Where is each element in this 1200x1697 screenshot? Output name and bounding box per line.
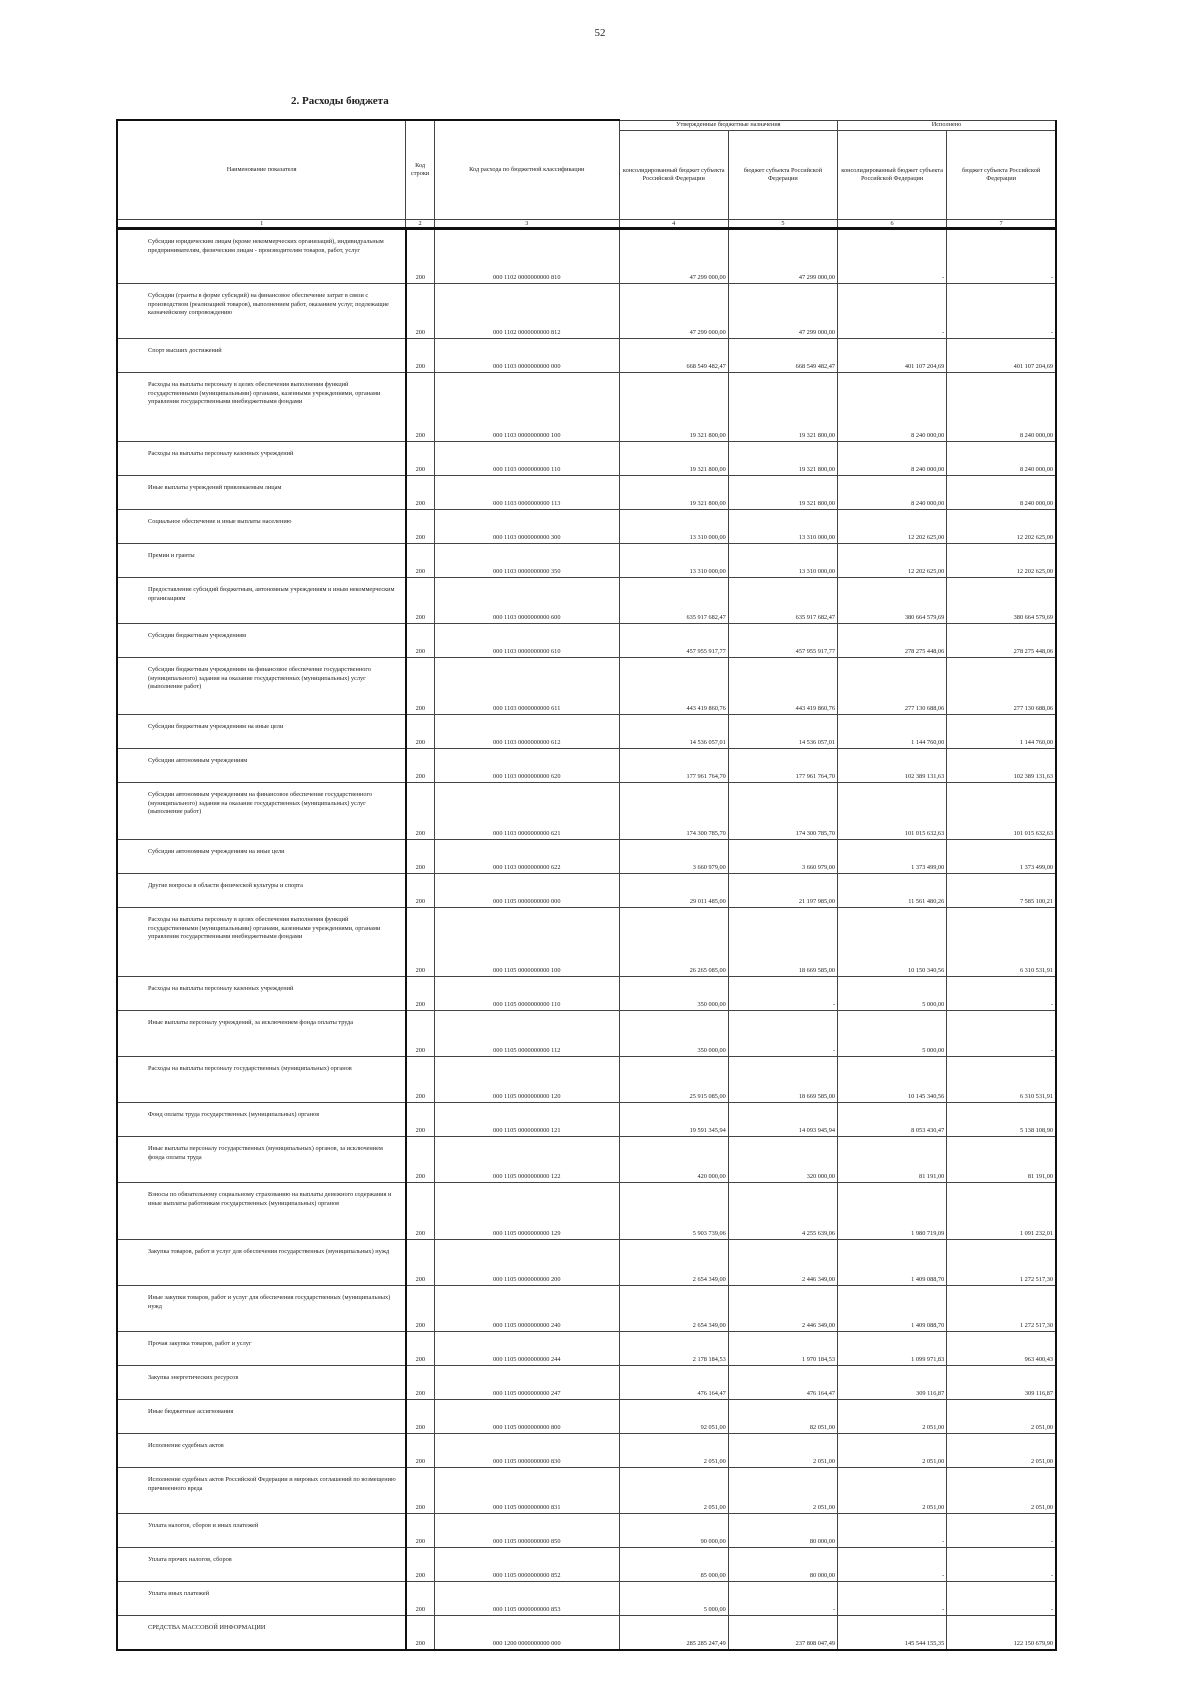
row-name: Закупка товаров, работ и услуг для обеспечения государственных (муниципальных) нужд	[117, 1240, 406, 1286]
row-name: Фонд оплаты труда государственных (муниципальных) органов	[117, 1103, 406, 1137]
row-approved-subject: 21 197 985,00	[728, 874, 837, 908]
row-approved-subject: 19 321 800,00	[728, 476, 837, 510]
row-executed-subject: 277 130 688,06	[947, 658, 1056, 715]
row-executed-subject: 380 664 579,69	[947, 578, 1056, 624]
row-approved-consolidated: 285 285 247,49	[619, 1616, 728, 1650]
row-name: Предоставление субсидий бюджетным, автономным учреждениям и иным некоммерческим организациям	[117, 578, 406, 624]
row-executed-consolidated: 1 409 088,70	[838, 1240, 947, 1286]
row-approved-consolidated: 350 000,00	[619, 1011, 728, 1057]
row-approved-subject: 13 310 000,00	[728, 544, 837, 578]
column-number: 3	[434, 219, 619, 229]
table-row	[117, 658, 1056, 715]
row-executed-consolidated: 8 240 000,00	[838, 476, 947, 510]
row-approved-subject: -	[728, 1011, 837, 1057]
row-executed-subject: 401 107 204,69	[947, 339, 1056, 373]
row-executed-consolidated: 5 000,00	[838, 977, 947, 1011]
row-line-code: 200	[406, 1240, 435, 1286]
row-budget-code: 000 1103 0000000000 113	[434, 476, 619, 510]
row-budget-code: 000 1105 0000000000 110	[434, 977, 619, 1011]
row-line-code: 200	[406, 442, 435, 476]
table-row	[117, 840, 1056, 874]
row-executed-subject: 2 051,00	[947, 1434, 1056, 1468]
row-approved-consolidated: 19 321 800,00	[619, 476, 728, 510]
page-number: 52	[594, 27, 606, 39]
row-approved-consolidated: 47 299 000,00	[619, 229, 728, 284]
row-approved-consolidated: 25 915 085,00	[619, 1057, 728, 1103]
row-approved-subject: 80 000,00	[728, 1548, 837, 1582]
row-approved-consolidated: 2 654 349,00	[619, 1240, 728, 1286]
row-approved-subject: 443 419 860,76	[728, 658, 837, 715]
row-executed-consolidated: 1 409 088,70	[838, 1286, 947, 1332]
table-row	[117, 977, 1056, 1011]
row-name: Исполнение судебных актов Российской Федерации и мировых соглашений по возмещению причиненного вреда	[117, 1468, 406, 1514]
row-approved-subject: -	[728, 1582, 837, 1616]
column-number: 5	[728, 219, 837, 229]
row-approved-subject: 14 093 945,94	[728, 1103, 837, 1137]
table-row	[117, 1011, 1056, 1057]
header-approved-group: Утвержденные бюджетные назначения	[619, 120, 837, 130]
row-executed-subject: 81 191,00	[947, 1137, 1056, 1183]
expenses-table	[116, 119, 1057, 1651]
row-approved-consolidated: 47 299 000,00	[619, 284, 728, 339]
row-approved-consolidated: 5 903 739,06	[619, 1183, 728, 1240]
row-executed-consolidated: 81 191,00	[838, 1137, 947, 1183]
row-name: Субсидии бюджетным учреждениям	[117, 624, 406, 658]
row-line-code: 200	[406, 874, 435, 908]
row-line-code: 200	[406, 1616, 435, 1650]
row-executed-consolidated: 2 051,00	[838, 1434, 947, 1468]
row-executed-consolidated: 2 051,00	[838, 1468, 947, 1514]
row-executed-consolidated: 8 240 000,00	[838, 442, 947, 476]
row-name: Расходы на выплаты персоналу казенных учреждений	[117, 442, 406, 476]
row-executed-subject: 2 051,00	[947, 1400, 1056, 1434]
row-name: Иные закупки товаров, работ и услуг для обеспечения государственных (муниципальных) нужд	[117, 1286, 406, 1332]
row-approved-subject: 668 549 482,47	[728, 339, 837, 373]
row-name: Субсидии бюджетным учреждениям на иные цели	[117, 715, 406, 749]
row-name: Расходы на выплаты персоналу в целях обеспечения выполнения функций государственными (муниципальными) органами, казенными учреждениями, органами управления государственными внебюджетными фондами	[117, 373, 406, 442]
table-row	[117, 783, 1056, 840]
row-budget-code: 000 1105 0000000000 112	[434, 1011, 619, 1057]
row-approved-consolidated: 476 164,47	[619, 1366, 728, 1400]
row-budget-code: 000 1105 0000000000 244	[434, 1332, 619, 1366]
row-executed-consolidated: 1 144 760,00	[838, 715, 947, 749]
table-row	[117, 578, 1056, 624]
table-row	[117, 1332, 1056, 1366]
row-approved-consolidated: 2 178 184,53	[619, 1332, 728, 1366]
row-approved-consolidated: 174 300 785,70	[619, 783, 728, 840]
table-row	[117, 1434, 1056, 1468]
row-budget-code: 000 1103 0000000000 000	[434, 339, 619, 373]
row-executed-subject: 7 585 100,21	[947, 874, 1056, 908]
row-executed-subject: 122 150 679,90	[947, 1616, 1056, 1650]
row-approved-subject: 457 955 917,77	[728, 624, 837, 658]
row-line-code: 200	[406, 840, 435, 874]
row-line-code: 200	[406, 1400, 435, 1434]
row-line-code: 200	[406, 510, 435, 544]
row-approved-subject: 2 446 349,00	[728, 1286, 837, 1332]
table-row	[117, 284, 1056, 339]
row-approved-consolidated: 13 310 000,00	[619, 510, 728, 544]
row-budget-code: 000 1103 0000000000 622	[434, 840, 619, 874]
header-executed-group: Исполнено	[838, 120, 1056, 130]
row-name: Субсидии автономным учреждениям	[117, 749, 406, 783]
row-executed-subject: 8 240 000,00	[947, 442, 1056, 476]
row-approved-subject: 237 808 047,49	[728, 1616, 837, 1650]
row-approved-consolidated: 90 000,00	[619, 1514, 728, 1548]
column-number: 2	[406, 219, 435, 229]
row-executed-subject: 5 138 108,90	[947, 1103, 1056, 1137]
row-budget-code: 000 1103 0000000000 100	[434, 373, 619, 442]
row-executed-subject: -	[947, 977, 1056, 1011]
column-number: 6	[838, 219, 947, 229]
row-line-code: 200	[406, 1011, 435, 1057]
row-budget-code: 000 1105 0000000000 240	[434, 1286, 619, 1332]
column-number: 1	[117, 219, 406, 229]
row-executed-consolidated: 102 389 131,63	[838, 749, 947, 783]
row-approved-consolidated: 19 591 345,94	[619, 1103, 728, 1137]
row-line-code: 200	[406, 1582, 435, 1616]
row-budget-code: 000 1103 0000000000 350	[434, 544, 619, 578]
row-executed-consolidated: 5 000,00	[838, 1011, 947, 1057]
row-line-code: 200	[406, 1057, 435, 1103]
row-line-code: 200	[406, 476, 435, 510]
table-row	[117, 1366, 1056, 1400]
row-line-code: 200	[406, 229, 435, 284]
row-executed-consolidated: 401 107 204,69	[838, 339, 947, 373]
row-approved-subject: 3 660 979,00	[728, 840, 837, 874]
row-executed-subject: 6 310 531,91	[947, 1057, 1056, 1103]
row-budget-code: 000 1105 0000000000 129	[434, 1183, 619, 1240]
row-name: Иные выплаты персоналу государственных (муниципальных) органов, за исключением фонда оплаты труда	[117, 1137, 406, 1183]
row-executed-consolidated: 10 145 340,56	[838, 1057, 947, 1103]
row-budget-code: 000 1105 0000000000 850	[434, 1514, 619, 1548]
section-title: 2. Расходы бюджета	[291, 95, 389, 107]
row-name: Премии и гранты	[117, 544, 406, 578]
row-executed-subject: 1 144 760,00	[947, 715, 1056, 749]
row-approved-consolidated: 5 000,00	[619, 1582, 728, 1616]
row-line-code: 200	[406, 1468, 435, 1514]
row-budget-code: 000 1105 0000000000 122	[434, 1137, 619, 1183]
row-name: Другие вопросы в области физической культуры и спорта	[117, 874, 406, 908]
row-approved-consolidated: 19 321 800,00	[619, 373, 728, 442]
row-line-code: 200	[406, 749, 435, 783]
row-approved-subject: 635 917 682,47	[728, 578, 837, 624]
row-budget-code: 000 1103 0000000000 612	[434, 715, 619, 749]
row-executed-consolidated: 1 373 499,00	[838, 840, 947, 874]
row-line-code: 200	[406, 658, 435, 715]
row-approved-consolidated: 14 536 057,01	[619, 715, 728, 749]
row-line-code: 200	[406, 1366, 435, 1400]
row-line-code: 200	[406, 1183, 435, 1240]
row-approved-consolidated: 26 265 085,00	[619, 908, 728, 977]
table-row	[117, 624, 1056, 658]
table-row	[117, 1616, 1056, 1650]
row-budget-code: 000 1105 0000000000 831	[434, 1468, 619, 1514]
row-executed-consolidated: 380 664 579,69	[838, 578, 947, 624]
column-number: 7	[947, 219, 1056, 229]
row-name: СРЕДСТВА МАССОВОЙ ИНФОРМАЦИИ	[117, 1616, 406, 1650]
row-line-code: 200	[406, 373, 435, 442]
row-executed-subject: 6 310 531,91	[947, 908, 1056, 977]
row-budget-code: 000 1105 0000000000 120	[434, 1057, 619, 1103]
table-row	[117, 1057, 1056, 1103]
row-executed-subject: -	[947, 1548, 1056, 1582]
row-executed-subject: 12 202 625,00	[947, 544, 1056, 578]
header-executed-subject: бюджет субъекта Российской Федерации	[947, 130, 1056, 219]
row-executed-subject: -	[947, 1582, 1056, 1616]
row-budget-code: 000 1105 0000000000 852	[434, 1548, 619, 1582]
row-name: Субсидии автономным учреждениям на финансовое обеспечение государственного (муниципального) задания на оказание государственных (муниципальных) услуг (выполнение работ)	[117, 783, 406, 840]
table-row	[117, 1286, 1056, 1332]
row-approved-subject: 2 051,00	[728, 1434, 837, 1468]
row-approved-subject: 14 536 057,01	[728, 715, 837, 749]
row-budget-code: 000 1105 0000000000 853	[434, 1582, 619, 1616]
table-row	[117, 544, 1056, 578]
row-executed-subject: 101 015 632,63	[947, 783, 1056, 840]
row-name: Прочая закупка товаров, работ и услуг	[117, 1332, 406, 1366]
row-approved-subject: 47 299 000,00	[728, 229, 837, 284]
row-approved-consolidated: 2 051,00	[619, 1434, 728, 1468]
row-budget-code: 000 1103 0000000000 110	[434, 442, 619, 476]
row-name: Уплата прочих налогов, сборов	[117, 1548, 406, 1582]
row-approved-consolidated: 92 051,00	[619, 1400, 728, 1434]
row-approved-consolidated: 13 310 000,00	[619, 544, 728, 578]
row-executed-subject: 1 272 517,30	[947, 1286, 1056, 1332]
row-executed-consolidated: 8 240 000,00	[838, 373, 947, 442]
row-executed-subject: -	[947, 1514, 1056, 1548]
row-approved-consolidated: 2 051,00	[619, 1468, 728, 1514]
row-executed-subject: 102 389 131,63	[947, 749, 1056, 783]
row-executed-consolidated: -	[838, 229, 947, 284]
table-row	[117, 510, 1056, 544]
row-executed-subject: 12 202 625,00	[947, 510, 1056, 544]
row-budget-code: 000 1105 0000000000 800	[434, 1400, 619, 1434]
header-executed-consolidated: консолидированный бюджет субъекта Российской Федерации	[838, 130, 947, 219]
row-line-code: 200	[406, 783, 435, 840]
row-approved-subject: 18 669 585,00	[728, 1057, 837, 1103]
row-approved-consolidated: 19 321 800,00	[619, 442, 728, 476]
table-row	[117, 373, 1056, 442]
row-executed-consolidated: -	[838, 1582, 947, 1616]
row-approved-subject: 47 299 000,00	[728, 284, 837, 339]
row-line-code: 200	[406, 1332, 435, 1366]
row-approved-consolidated: 350 000,00	[619, 977, 728, 1011]
row-approved-consolidated: 420 000,00	[619, 1137, 728, 1183]
row-approved-subject: 174 300 785,70	[728, 783, 837, 840]
row-executed-subject: 2 051,00	[947, 1468, 1056, 1514]
row-approved-subject: 2 446 349,00	[728, 1240, 837, 1286]
row-name: Социальное обеспечение и иные выплаты населению	[117, 510, 406, 544]
row-name: Исполнение судебных актов	[117, 1434, 406, 1468]
row-name: Иные выплаты учреждений привлекаемым лицам	[117, 476, 406, 510]
row-executed-consolidated: 277 130 688,06	[838, 658, 947, 715]
row-budget-code: 000 1105 0000000000 830	[434, 1434, 619, 1468]
row-executed-consolidated: 145 544 155,35	[838, 1616, 947, 1650]
table-row	[117, 1400, 1056, 1434]
row-line-code: 200	[406, 1286, 435, 1332]
row-executed-consolidated: 1 980 719,09	[838, 1183, 947, 1240]
row-executed-consolidated: 8 053 430,47	[838, 1103, 947, 1137]
row-budget-code: 000 1105 0000000000 121	[434, 1103, 619, 1137]
row-line-code: 200	[406, 1434, 435, 1468]
row-approved-subject: 80 000,00	[728, 1514, 837, 1548]
row-budget-code: 000 1105 0000000000 247	[434, 1366, 619, 1400]
row-line-code: 200	[406, 1137, 435, 1183]
row-name: Расходы на выплаты персоналу казенных учреждений	[117, 977, 406, 1011]
row-line-code: 200	[406, 908, 435, 977]
row-executed-consolidated: 101 015 632,63	[838, 783, 947, 840]
row-line-code: 200	[406, 977, 435, 1011]
table-row	[117, 749, 1056, 783]
row-name: Субсидии юридическим лицам (кроме некоммерческих организаций), индивидуальным предпринимателям, физическим лицам - производителям товаров, работ, услуг	[117, 229, 406, 284]
row-executed-consolidated: 2 051,00	[838, 1400, 947, 1434]
row-budget-code: 000 1200 0000000000 000	[434, 1616, 619, 1650]
row-executed-subject: 8 240 000,00	[947, 373, 1056, 442]
column-number: 4	[619, 219, 728, 229]
row-approved-consolidated: 3 660 979,00	[619, 840, 728, 874]
table-row	[117, 1137, 1056, 1183]
header-approved-consolidated: консолидированный бюджет субъекта Российской Федерации	[619, 130, 728, 219]
header-approved-subject: бюджет субъекта Российской Федерации	[728, 130, 837, 219]
header-name: Наименование показателя	[117, 120, 406, 219]
row-approved-consolidated: 668 549 482,47	[619, 339, 728, 373]
row-name: Уплата иных платежей	[117, 1582, 406, 1616]
row-line-code: 200	[406, 544, 435, 578]
row-name: Расходы на выплаты персоналу государственных (муниципальных) органов	[117, 1057, 406, 1103]
row-name: Субсидии автономным учреждениям на иные цели	[117, 840, 406, 874]
row-executed-subject: 963 400,43	[947, 1332, 1056, 1366]
row-budget-code: 000 1105 0000000000 100	[434, 908, 619, 977]
table-row	[117, 339, 1056, 373]
row-approved-consolidated: 457 955 917,77	[619, 624, 728, 658]
row-executed-subject: 309 116,87	[947, 1366, 1056, 1400]
row-executed-consolidated: 10 150 340,56	[838, 908, 947, 977]
row-line-code: 200	[406, 624, 435, 658]
table-row	[117, 1548, 1056, 1582]
table-row	[117, 715, 1056, 749]
row-approved-consolidated: 29 011 485,00	[619, 874, 728, 908]
row-executed-consolidated: 278 275 448,06	[838, 624, 947, 658]
row-budget-code: 000 1102 0000000000 812	[434, 284, 619, 339]
row-name: Спорт высших достижений	[117, 339, 406, 373]
row-approved-consolidated: 443 419 860,76	[619, 658, 728, 715]
row-approved-subject: 13 310 000,00	[728, 510, 837, 544]
table-row	[117, 229, 1056, 284]
row-budget-code: 000 1103 0000000000 620	[434, 749, 619, 783]
row-name: Субсидии бюджетным учреждениям на финансовое обеспечение государственного (муниципального) задания на оказание государственных (муниципальных) услуг (выполнение работ)	[117, 658, 406, 715]
row-budget-code: 000 1103 0000000000 621	[434, 783, 619, 840]
row-name: Уплата налогов, сборов и иных платежей	[117, 1514, 406, 1548]
row-name: Иные бюджетные ассигнования	[117, 1400, 406, 1434]
row-name: Расходы на выплаты персоналу в целях обеспечения выполнения функций государственными (муниципальными) органами, казенными учреждениями, органами управления государственными внебюджетными фондами	[117, 908, 406, 977]
row-approved-subject: 476 164,47	[728, 1366, 837, 1400]
row-executed-subject: 278 275 448,06	[947, 624, 1056, 658]
row-executed-consolidated: 12 202 625,00	[838, 544, 947, 578]
table-row	[117, 908, 1056, 977]
row-budget-code: 000 1103 0000000000 300	[434, 510, 619, 544]
table-row	[117, 874, 1056, 908]
row-name: Иные выплаты персоналу учреждений, за исключением фонда оплаты труда	[117, 1011, 406, 1057]
header-budget-code: Код расхода по бюджетной классификации	[434, 120, 619, 219]
row-approved-subject: 320 000,00	[728, 1137, 837, 1183]
row-executed-consolidated: 11 561 480,26	[838, 874, 947, 908]
row-approved-subject: 4 255 639,06	[728, 1183, 837, 1240]
table-row	[117, 1468, 1056, 1514]
row-budget-code: 000 1105 0000000000 000	[434, 874, 619, 908]
row-executed-subject: -	[947, 1011, 1056, 1057]
row-line-code: 200	[406, 1548, 435, 1582]
row-approved-consolidated: 635 917 682,47	[619, 578, 728, 624]
row-line-code: 200	[406, 715, 435, 749]
row-budget-code: 000 1102 0000000000 810	[434, 229, 619, 284]
table-row	[117, 1103, 1056, 1137]
row-executed-subject: 8 240 000,00	[947, 476, 1056, 510]
row-executed-consolidated: 1 099 971,83	[838, 1332, 947, 1366]
table-row	[117, 476, 1056, 510]
row-line-code: 200	[406, 1103, 435, 1137]
row-budget-code: 000 1103 0000000000 600	[434, 578, 619, 624]
table-row	[117, 1240, 1056, 1286]
row-approved-subject: 19 321 800,00	[728, 373, 837, 442]
header-line-code: Код строки	[406, 120, 435, 219]
row-approved-subject: 19 321 800,00	[728, 442, 837, 476]
row-line-code: 200	[406, 339, 435, 373]
row-approved-consolidated: 2 654 349,00	[619, 1286, 728, 1332]
row-executed-consolidated: 309 116,87	[838, 1366, 947, 1400]
row-approved-subject: 1 970 184,53	[728, 1332, 837, 1366]
table-row	[117, 1183, 1056, 1240]
table-row	[117, 442, 1056, 476]
row-executed-subject: -	[947, 284, 1056, 339]
row-approved-subject: 2 051,00	[728, 1468, 837, 1514]
row-name: Закупка энергетических ресурсов	[117, 1366, 406, 1400]
row-approved-consolidated: 85 000,00	[619, 1548, 728, 1582]
row-name: Взносы по обязательному социальному страхованию на выплаты денежного содержания и иные выплаты работникам государственных (муниципальных) органов	[117, 1183, 406, 1240]
row-executed-consolidated: -	[838, 284, 947, 339]
table-row	[117, 1514, 1056, 1548]
row-name: Субсидии (гранты в форме субсидий) на финансовое обеспечение затрат в связи с производством (реализацией товаров), выполнением работ, оказанием услуг, подлежащие казначейскому сопровождению	[117, 284, 406, 339]
table-row	[117, 1582, 1056, 1616]
row-executed-subject: 1 091 232,01	[947, 1183, 1056, 1240]
row-approved-subject: -	[728, 977, 837, 1011]
row-executed-consolidated: -	[838, 1548, 947, 1582]
row-line-code: 200	[406, 1514, 435, 1548]
row-budget-code: 000 1103 0000000000 610	[434, 624, 619, 658]
row-executed-subject: 1 373 499,00	[947, 840, 1056, 874]
row-executed-subject: 1 272 517,30	[947, 1240, 1056, 1286]
row-budget-code: 000 1105 0000000000 200	[434, 1240, 619, 1286]
row-executed-subject: -	[947, 229, 1056, 284]
row-line-code: 200	[406, 284, 435, 339]
row-approved-subject: 82 051,00	[728, 1400, 837, 1434]
row-approved-subject: 177 961 764,70	[728, 749, 837, 783]
row-executed-consolidated: -	[838, 1514, 947, 1548]
row-budget-code: 000 1103 0000000000 611	[434, 658, 619, 715]
row-approved-consolidated: 177 961 764,70	[619, 749, 728, 783]
row-line-code: 200	[406, 578, 435, 624]
row-approved-subject: 18 669 585,00	[728, 908, 837, 977]
row-executed-consolidated: 12 202 625,00	[838, 510, 947, 544]
